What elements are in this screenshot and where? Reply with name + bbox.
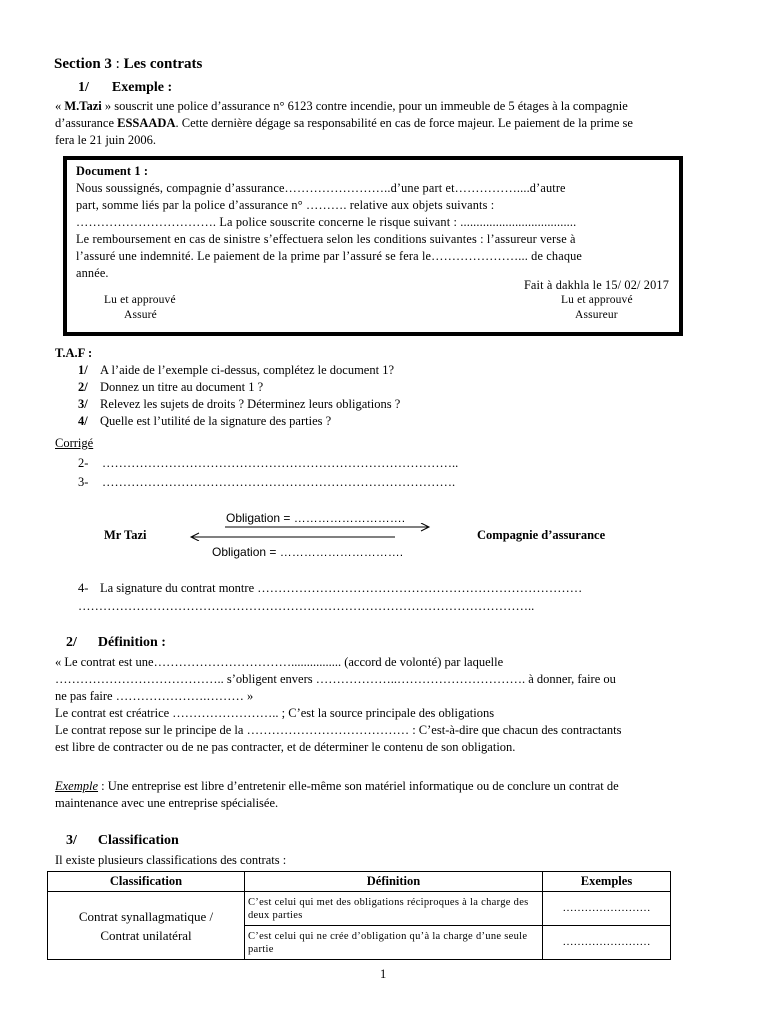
taf-item-text: Relevez les sujets de droits ? Déterminez leurs obligations ?	[100, 397, 401, 411]
definition-line-4: Le contrat est créatrice …………………….. ; C’est la source principale des obligations	[55, 706, 495, 720]
taf-item	[78, 379, 400, 396]
definition-line-5: Le contrat repose sur le principe de la ………………………………… : C’est-à-dire que chacun des contractants	[55, 723, 622, 737]
corrige-line-3-num: 3-	[78, 475, 89, 489]
signature-right-label: Lu et approuvé	[561, 294, 633, 306]
document-line-2: part, somme liés par la police d’assurance n° ………. relative aux objets suivants :	[76, 198, 495, 212]
document-content	[76, 163, 668, 282]
row-label-2: Contrat unilatéral	[100, 927, 192, 943]
corrige-line-3	[78, 474, 455, 491]
table-cell-definition-2: C’est celui qui ne crée d’obligation qu’à la charge d’une seule partie	[245, 926, 543, 960]
taf-item	[78, 396, 400, 413]
definition-number: 2/	[66, 635, 77, 650]
definition-line-6: est libre de contracter ou de ne pas contracter, et de déterminer le contenu de son obligation.	[55, 740, 516, 754]
table-row	[48, 892, 671, 926]
corrige-line-4-num: 4-	[78, 581, 89, 595]
corrige-line-2-num: 2-	[78, 456, 89, 470]
taf-item-text: A l’aide de l’exemple ci-dessus, complétez le document 1?	[100, 363, 394, 377]
corrige-title: Corrigé	[55, 436, 94, 450]
corrige-line-4	[78, 580, 582, 597]
signature-left-label: Lu et approuvé	[104, 294, 176, 306]
document-title: Document 1 :	[76, 164, 149, 178]
example-number: 1/	[78, 80, 89, 95]
document-line-5: l’assuré une indemnité. Le paiement de la prime par l’assuré se fera le…………………... de chaque	[76, 249, 583, 263]
table-cell-classification	[48, 892, 245, 960]
table-header-classification: Classification	[48, 872, 245, 892]
corrige-line-2	[78, 455, 458, 472]
example-text-2-post: . Cette dernière dégage sa responsabilité en cas de force majeur. Le paiement de la prime se	[175, 116, 633, 130]
definition-example-label: Exemple	[55, 779, 99, 793]
signature-left-party: Assuré	[124, 309, 157, 321]
classification-title: Classification	[97, 833, 179, 848]
definition-example-text-2: maintenance avec une entreprise spécialisée.	[55, 796, 279, 810]
definition-heading	[66, 634, 166, 651]
row-label-1: Contrat synallagmatique /	[78, 908, 214, 924]
example-company: ESSAADA	[117, 116, 176, 130]
definition-title: Définition :	[97, 635, 166, 650]
section-number: Section 3	[54, 56, 112, 72]
taf-item-number: 4/	[78, 414, 88, 428]
obligation-arrows	[185, 523, 435, 541]
corrige-line-3-dots: ………………………………………………………………………….	[102, 475, 456, 489]
table-cell-example-1: ……………………	[543, 892, 671, 926]
definition-line-3: ne pas faire ………………….……… »	[55, 689, 254, 703]
definition-line-2: ………………………………….. s’obligent envers ………………..…………………………. à donner, faire ou	[55, 672, 616, 686]
document-line-1: Nous soussignés, compagnie d’assurance……………………..d’une part et……………....d’autre	[76, 181, 566, 195]
example-paragraph	[55, 98, 715, 149]
document-date: Fait à dakhla le 15/ 02/ 2017	[523, 278, 669, 292]
example-text-1: » souscrit une police d’assurance n° 6123 contre incendie, pour un immeuble de 5 étages à la compagnie	[101, 99, 628, 113]
table-header-definition: Définition	[245, 872, 543, 892]
example-text-2-pre: d’assurance	[55, 116, 118, 130]
party-right: Compagnie d’assurance	[477, 528, 606, 542]
corrige-line-4b: ………………………………………………………………………………………………..	[78, 599, 535, 613]
example-title: Exemple :	[111, 80, 173, 95]
table-header-examples: Exemples	[543, 872, 671, 892]
table-cell-example-2: ……………………	[543, 926, 671, 960]
document-line-3: ……………………………. La police souscrite concerne le risque suivant : ....................................	[76, 215, 577, 229]
section-title	[54, 56, 202, 73]
taf-item-number: 3/	[78, 397, 88, 411]
example-heading	[78, 79, 172, 96]
definition-example-text-1: : Une entreprise est libre d’entretenir elle-même son matériel informatique ou de conclure un contrat de	[98, 779, 619, 793]
classification-intro: Il existe plusieurs classifications des contrats :	[55, 853, 287, 867]
definition-line-1: « Le contrat est une……………………………................ (accord de volonté) par laquelle	[55, 655, 504, 669]
taf-item-number: 2/	[78, 380, 88, 394]
taf-item	[78, 362, 400, 379]
taf-list	[78, 362, 400, 430]
obligation-bottom-label: Obligation = ………………………….	[212, 545, 404, 559]
example-text-3: fera le 21 juin 2006.	[55, 133, 157, 147]
example-name: M.Tazi	[64, 99, 102, 113]
document-line-6: année.	[76, 266, 109, 280]
definition-example	[55, 778, 715, 812]
classification-number: 3/	[66, 833, 77, 848]
party-left: Mr Tazi	[104, 528, 147, 542]
taf-title: T.A.F :	[55, 346, 93, 360]
obligation-top-label: Obligation = ……………………….	[226, 511, 406, 525]
section-heading: Les contrats	[123, 56, 203, 72]
document-line-4: Le remboursement en cas de sinistre s’effectuera selon les conditions suivantes : l’assureur verse à	[76, 232, 576, 246]
taf-item	[78, 413, 400, 430]
signature-right-party: Assureur	[575, 309, 618, 321]
taf-item-number: 1/	[78, 363, 88, 377]
table-cell-definition-1: C’est celui qui met des obligations réciproques à la charge des deux parties	[245, 892, 543, 926]
table-header-row	[48, 872, 671, 892]
classification-table	[47, 871, 671, 960]
corrige-line-2-dots: …………………………………………………………………………..	[102, 456, 459, 470]
open-quote: «	[55, 99, 65, 113]
corrige-line-4-text: La signature du contrat montre ……………………………………………………………………	[100, 581, 583, 595]
section-separator: :	[111, 56, 124, 72]
page-number: 1	[380, 967, 387, 981]
definition-paragraph	[55, 654, 715, 756]
classification-heading	[66, 832, 179, 849]
taf-item-text: Donnez un titre au document 1 ?	[100, 380, 264, 394]
taf-item-text: Quelle est l’utilité de la signature des parties ?	[100, 414, 332, 428]
